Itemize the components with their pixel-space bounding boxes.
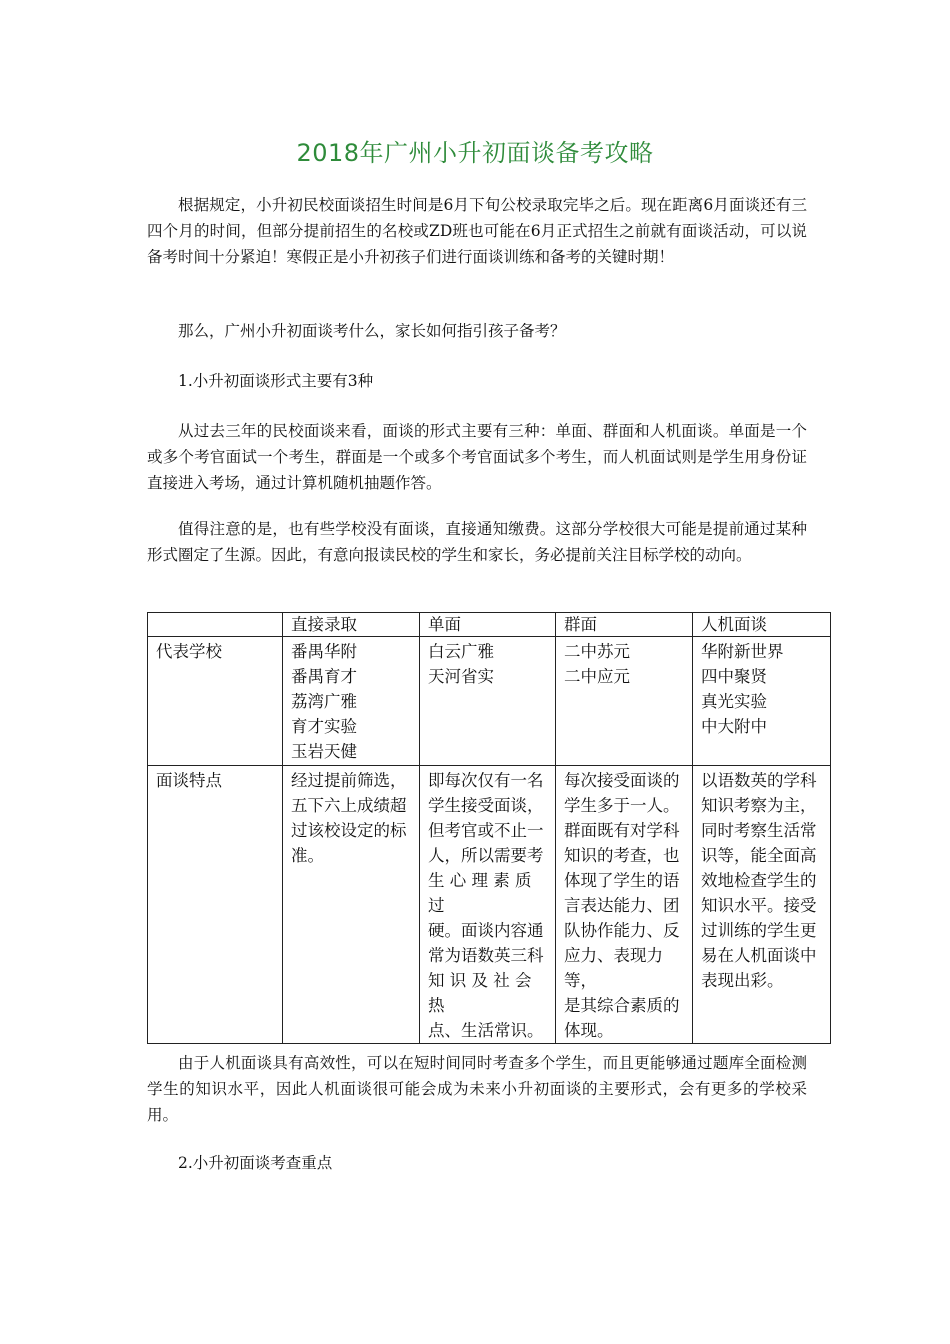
header-empty-cell bbox=[148, 613, 283, 637]
feature-line: 效地检查学生的 bbox=[701, 871, 817, 890]
feature-line: 表现出彩。 bbox=[701, 971, 784, 990]
feature-line: 常为语数英三科 bbox=[428, 946, 544, 965]
section2-heading: 2.小升初面谈考查重点 bbox=[178, 1154, 333, 1172]
table-row-features bbox=[148, 766, 831, 1044]
school-name: 荔湾广雅 bbox=[291, 692, 357, 711]
feature-line: 体现了学生的语 bbox=[564, 871, 680, 890]
header-computer: 人机面谈 bbox=[693, 613, 831, 637]
intro-paragraph: 根据规定，小升初民校面谈招生时间是6月下旬公校录取完毕之后。现在距离6月面谈还有三四个月的时间，但部分提前招生的名校或ZD班也可能在6月正式招生之前就有面谈活动，可以说备考时间十分紧迫！寒假正是小升初孩子们进行面谈训练和备考的关键时期！ bbox=[147, 196, 807, 266]
feature-line: 准。 bbox=[291, 846, 324, 865]
table-row-schools bbox=[148, 637, 831, 766]
row-label-features: 面谈特点 bbox=[148, 766, 283, 1044]
feature-line: 知识的考查，也 bbox=[564, 846, 680, 865]
school-name: 玉岩天健 bbox=[291, 742, 357, 761]
feature-line: 知识考察为主， bbox=[701, 796, 817, 815]
feature-line: 学生接受面谈， bbox=[428, 796, 544, 815]
feature-line: 硬。面谈内容通 bbox=[428, 921, 544, 940]
feature-line: 过训练的学生更 bbox=[701, 921, 817, 940]
school-name: 真光实验 bbox=[701, 692, 767, 711]
feature-line: 但考官或不止一 bbox=[428, 821, 544, 840]
feature-line: 知识水平。接受 bbox=[701, 896, 817, 915]
feature-line: 生 心 理 素 质 过 bbox=[428, 871, 532, 915]
feature-line: 人，所以需要考 bbox=[428, 846, 544, 865]
feature-line: 知 识 及 社 会 热 bbox=[428, 971, 532, 1015]
school-name: 番禺育才 bbox=[291, 667, 357, 686]
school-name: 中大附中 bbox=[701, 717, 767, 736]
feature-line: 识等，能全面高 bbox=[701, 846, 817, 865]
feature-line: 同时考察生活常 bbox=[701, 821, 817, 840]
schools-single-cell bbox=[420, 637, 556, 766]
interview-types-table bbox=[147, 612, 831, 1044]
feature-line: 即每次仅有一名 bbox=[428, 771, 544, 790]
question-paragraph: 那么，广州小升初面谈考什么，家长如何指引孩子备考？ bbox=[178, 322, 566, 340]
school-name: 育才实验 bbox=[291, 717, 357, 736]
feature-line: 是其综合素质的 bbox=[564, 996, 680, 1015]
page-title: 2018年广州小升初面谈备考攻略 bbox=[296, 139, 654, 167]
feature-line: 群面既有对学科 bbox=[564, 821, 680, 840]
header-group: 群面 bbox=[556, 613, 693, 637]
feature-line: 言表达能力、团 bbox=[564, 896, 680, 915]
feature-line: 过该校设定的标 bbox=[291, 821, 407, 840]
school-name: 二中应元 bbox=[564, 667, 630, 686]
feature-line: 经过提前筛选， bbox=[291, 771, 407, 790]
school-name: 天河省实 bbox=[428, 667, 494, 686]
schools-group-cell bbox=[556, 637, 693, 766]
schools-direct-cell bbox=[283, 637, 420, 766]
feature-line: 学生多于一人。 bbox=[564, 796, 680, 815]
row-label-schools: 代表学校 bbox=[148, 637, 283, 766]
features-computer-cell bbox=[693, 766, 831, 1044]
feature-line: 每次接受面谈的 bbox=[564, 771, 680, 790]
feature-line: 以语数英的学科 bbox=[701, 771, 817, 790]
features-direct-cell bbox=[283, 766, 420, 1044]
feature-line: 体现。 bbox=[564, 1021, 614, 1040]
feature-line: 队协作能力、反 bbox=[564, 921, 680, 940]
features-single-cell bbox=[420, 766, 556, 1044]
features-group-cell bbox=[556, 766, 693, 1044]
header-single: 单面 bbox=[420, 613, 556, 637]
header-direct: 直接录取 bbox=[283, 613, 420, 637]
feature-line: 易在人机面谈中 bbox=[701, 946, 817, 965]
table-header-row bbox=[148, 613, 831, 637]
schools-computer-cell bbox=[693, 637, 831, 766]
feature-line: 五下六上成绩超 bbox=[291, 796, 407, 815]
feature-line: 点、生活常识。 bbox=[428, 1021, 544, 1040]
school-name: 华附新世界 bbox=[701, 642, 784, 661]
conclusion-paragraph: 由于人机面谈具有高效性，可以在短时间同时考查多个学生，而且更能够通过题库全面检测学生的知识水平，因此人机面谈很可能会成为未来小升初面谈的主要形式，会有更多的学校采用。 bbox=[147, 1054, 807, 1124]
school-name: 番禺华附 bbox=[291, 642, 357, 661]
section1-heading: 1.小升初面谈形式主要有3种 bbox=[178, 372, 374, 390]
school-name: 二中苏元 bbox=[564, 642, 630, 661]
feature-line: 应力、表现力等， bbox=[564, 946, 663, 990]
note-paragraph: 值得注意的是，也有些学校没有面谈，直接通知缴费。这部分学校很大可能是提前通过某种形式圈定了生源。因此，有意向报读民校的学生和家长，务必提前关注目标学校的动向。 bbox=[147, 520, 807, 564]
forms-paragraph: 从过去三年的民校面谈来看，面谈的形式主要有三种：单面、群面和人机面谈。单面是一个或多个考官面试一个考生，群面是一个或多个考官面试多个考生，而人机面试则是学生用身份证直接进入考场，通过计算机随机抽题作答。 bbox=[147, 422, 807, 492]
school-name: 四中聚贤 bbox=[701, 667, 767, 686]
school-name: 白云广雅 bbox=[428, 642, 494, 661]
